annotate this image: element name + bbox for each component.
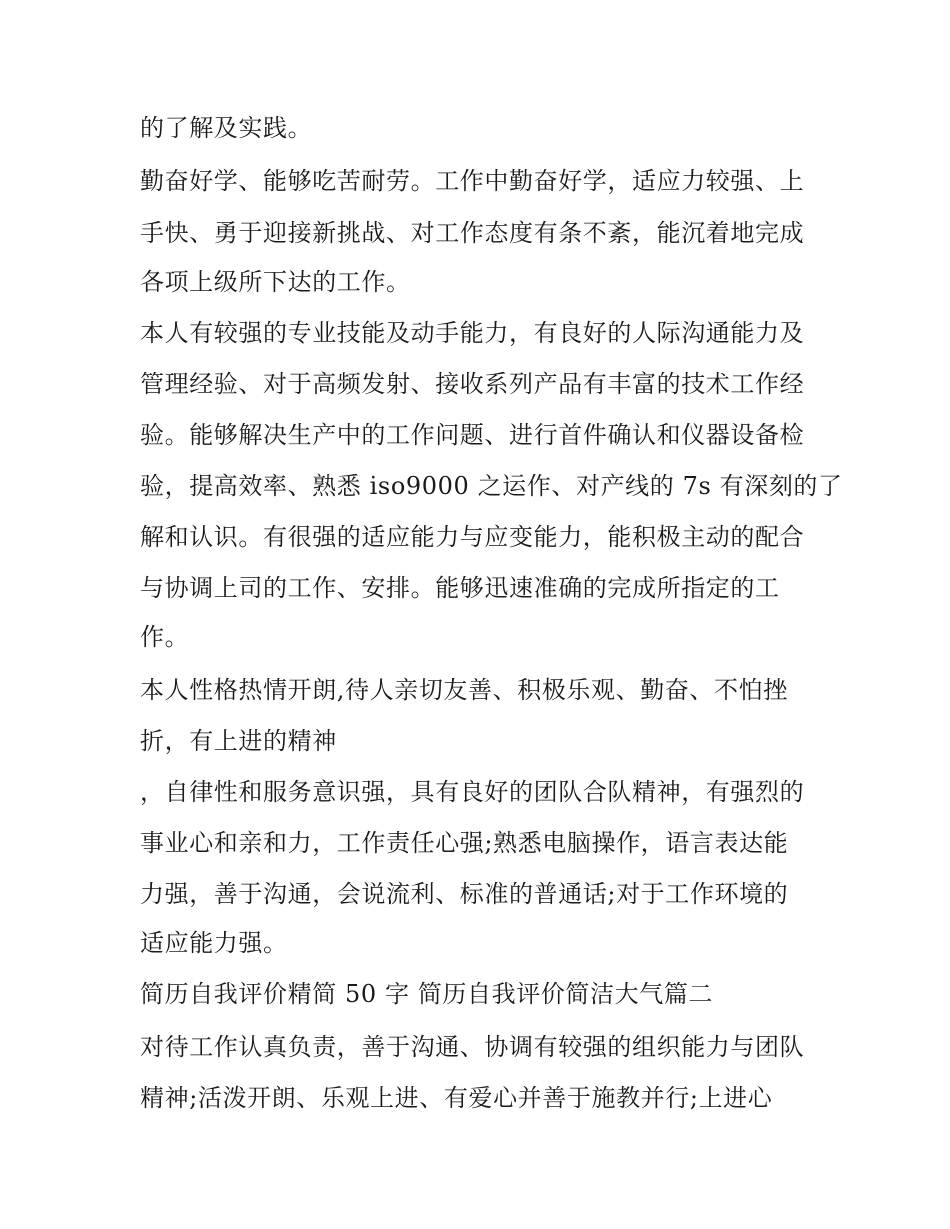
text-line: 各项上级所下达的工作。: [140, 268, 411, 296]
text-line: 力强，善于沟通，会说流利、标准的普通话;对于工作环境的: [140, 880, 789, 908]
text-line: 管理经验、对于高频发射、接收系列产品有丰富的技术工作经: [140, 370, 805, 398]
text-line: 验。能够解决生产中的工作问题、进行首件确认和仪器设备检: [140, 421, 805, 449]
text-line: 解和认识。有很强的适应能力与应变能力，能积极主动的配合: [140, 523, 805, 551]
text-line: 事业心和亲和力，工作责任心强;熟悉电脑操作，语言表达能: [140, 829, 789, 857]
text-line: 对待工作认真负责，善于沟通、协调有较强的组织能力与团队: [140, 1033, 805, 1061]
text-line: 本人性格热情开朗,待人亲切友善、积极乐观、勤奋、不怕挫: [140, 676, 788, 704]
text-line: 验，提高效率、熟悉 iso9000 之运作、对产线的 7s 有深刻的了: [140, 472, 843, 500]
text-line: 手快、勇于迎接新挑战、对工作态度有条不紊，能沉着地完成: [140, 219, 805, 247]
text-line: 精神;活泼开朗、乐观上进、有爱心并善于施教并行;上进心: [140, 1084, 773, 1112]
text-line: 勤奋好学、能够吃苦耐劳。工作中勤奋好学，适应力较强、上: [140, 167, 805, 195]
text-line: 折，有上进的精神: [140, 727, 337, 755]
section-heading: 简历自我评价精简 50 字 简历自我评价简洁大气篇二: [140, 980, 714, 1008]
text-line: ，自律性和服务意识强，具有良好的团队合队精神，有强烈的: [140, 778, 805, 806]
text-line: 适应能力强。: [140, 929, 288, 957]
text-line: 与协调上司的工作、安排。能够迅速准确的完成所指定的工: [140, 574, 780, 602]
text-line: 本人有较强的专业技能及动手能力，有良好的人际沟通能力及: [140, 319, 805, 347]
text-line: 的了解及实践。: [140, 114, 313, 142]
text-line: 作。: [140, 623, 190, 651]
